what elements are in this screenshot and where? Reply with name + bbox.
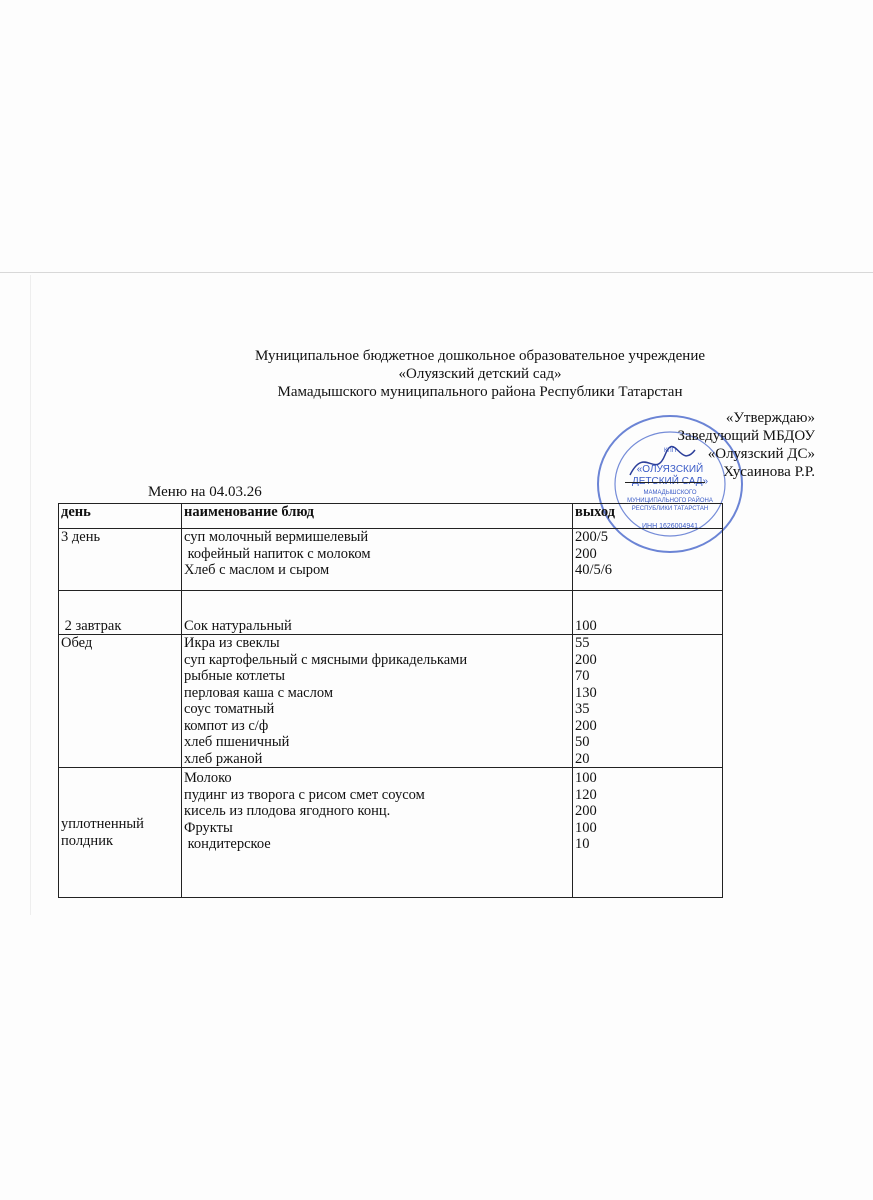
yield: 200 [575,803,597,819]
yield: 120 [575,786,597,803]
yield: 35 [575,701,590,717]
signature-line [625,482,705,483]
menu-table [58,503,723,898]
table-row [59,591,723,635]
approval-signatory: Хусаинова Р.Р. [723,464,815,480]
institution-name: «Олуязский детский сад» [398,366,562,382]
yield: 200 [575,545,597,562]
yield-cell: 100 [573,591,723,635]
yield: 100 [575,770,597,786]
svg-text:ДЕТСКИЙ САД»: ДЕТСКИЙ САД» [631,476,709,487]
dish: Икра из свеклы [184,635,280,651]
dish: кофейный напиток с молоком [184,545,371,562]
institution-name: Муниципальное бюджетное дошкольное образовательное учреждение [255,348,705,364]
dish: Фрукты [184,819,233,836]
approval-label: «Утверждаю» [725,410,815,426]
approval-institution: «Олуязский ДС» [707,446,815,462]
yield: 100 [575,819,597,836]
dish: соус томатный [184,701,275,717]
scan-edge [0,272,873,273]
dishes-cell [182,635,573,768]
svg-text:МАМАДЫШСКОГО: МАМАДЫШСКОГО [643,490,697,496]
dishes-cell [182,529,573,591]
dish: Хлеб с маслом и сыром [184,562,330,578]
day-cell: 3 день [59,529,182,591]
yield: 70 [575,668,590,684]
dish: компот из с/ф [184,717,269,734]
yield: 200/5 [575,529,609,545]
dish: хлеб ржаной [184,750,263,767]
dish: пудинг из творога с рисом смет соусом [184,786,425,803]
dish: хлеб пшеничный [184,734,290,750]
table-row [59,529,723,591]
table-row [59,768,723,898]
day-cell: 2 завтрак [59,591,182,635]
yield: 40/5/6 [575,562,613,578]
signature [620,440,710,485]
dish: рыбные котлеты [184,668,286,684]
yield: 130 [575,684,597,701]
svg-text:КПП: КПП [663,448,677,454]
dish: перловая каша с маслом [184,684,334,701]
header-dishes: наименование блюд [182,504,573,529]
header-yield: выход [573,504,723,529]
day-cell: уплотненный полдник [59,768,182,898]
svg-text:ИНН 1626004941: ИНН 1626004941 [641,523,699,530]
menu-title: Меню на 04.03.26 [148,484,262,500]
yield: 20 [575,750,590,767]
dishes-cell [182,768,573,898]
yield: 10 [575,836,590,852]
day-cell: Обед [59,635,182,768]
dishes-cell: Сок натуральный [182,591,573,635]
dish: кондитерское [184,836,271,852]
table-row [59,635,723,768]
header-day: день [59,504,182,529]
institution-region: Мамадышского муниципального района Республики Татарстан [277,384,683,400]
yield: 200 [575,717,597,734]
svg-text:МУНИЦИПАЛЬНОГО РАЙОНА: МУНИЦИПАЛЬНОГО РАЙОНА [627,498,713,504]
approval-position: Заведующий МБДОУ [677,428,815,444]
dish: Молоко [184,770,232,786]
yield: 50 [575,734,590,750]
yield-cell [573,635,723,768]
table-header-row [59,504,723,529]
dish: суп картофельный с мясными фрикадельками [184,651,468,668]
svg-text:РЕСПУБЛИКИ ТАТАРСТАН: РЕСПУБЛИКИ ТАТАРСТАН [631,506,709,512]
yield: 55 [575,635,590,651]
yield: 200 [575,651,597,668]
dish: суп молочный вермишелевый [184,529,369,545]
svg-text:«ОЛУЯЗСКИЙ: «ОЛУЯЗСКИЙ [636,464,704,475]
yield-cell [573,768,723,898]
dish: кисель из плодова ягодного конц. [184,803,391,819]
yield-cell [573,529,723,591]
